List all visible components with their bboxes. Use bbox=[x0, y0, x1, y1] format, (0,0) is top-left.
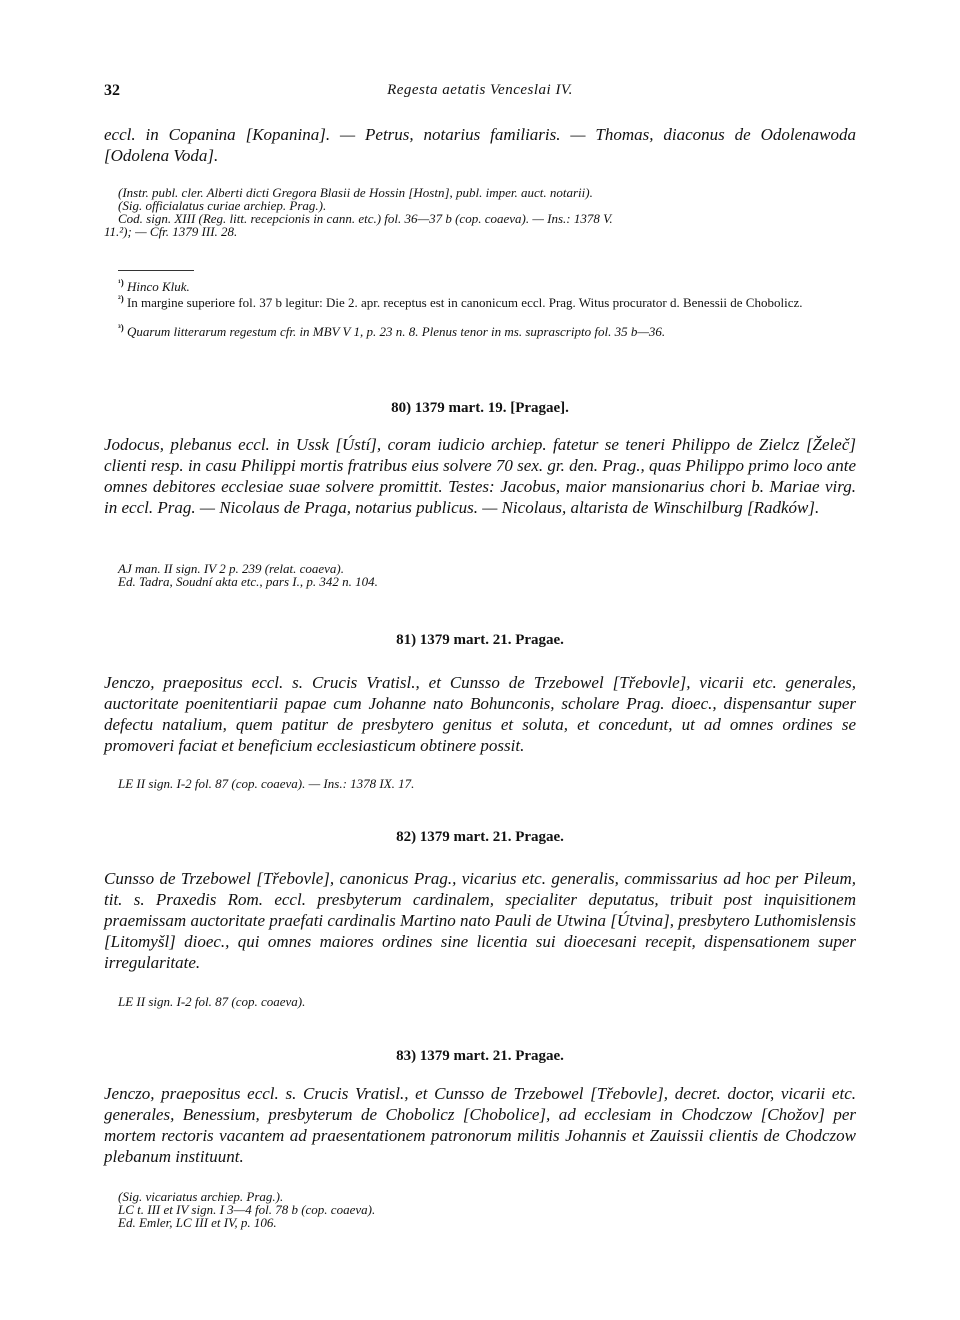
entry-81-heading: 81) 1379 mart. 21. Pragae. bbox=[396, 632, 564, 648]
running-head bbox=[104, 82, 856, 102]
footnote-mark: ³) bbox=[118, 322, 124, 333]
source-line: Cod. sign. XIII (Reg. litt. recepcionis in cann. etc.) fol. 36—37 b (cop. coaeva). — Ins.: 1378 V. bbox=[118, 211, 613, 226]
entry-80-heading: 80) 1379 mart. 19. [Pragae]. bbox=[391, 400, 569, 416]
journal-title: Regesta aetatis Venceslai IV. bbox=[387, 82, 573, 98]
entry-79-source bbox=[118, 186, 856, 225]
source-line: LC t. III et IV sign. I 3—4 fol. 78 b (cop. coaeva). bbox=[118, 1202, 376, 1217]
footnote-mark: ²) bbox=[118, 293, 124, 304]
source-line: AJ man. II sign. IV 2 p. 239 (relat. coaeva). bbox=[118, 561, 345, 576]
source-line: LE II sign. I-2 fol. 87 (cop. coaeva). bbox=[118, 994, 306, 1009]
footnote-text: In margine superiore fol. 37 b legitur: Die 2. apr. receptus est in canonicum eccl. Prag. Witus procurator d. Benessii de Chobolicz. bbox=[126, 295, 803, 310]
entry-82-source bbox=[118, 995, 856, 1008]
source-line: (Sig. vicariatus archiep. Prag.). bbox=[118, 1189, 284, 1204]
source-line: LE II sign. I-2 fol. 87 (cop. coaeva). — Ins.: 1378 IX. 17. bbox=[118, 776, 415, 791]
footnote-rule bbox=[118, 270, 194, 271]
entry-79-text: eccl. in Copanina [Kopanina]. — Petrus, notarius familiaris. — Thomas, diaconus de Odolenawoda [Odolena Voda]. bbox=[104, 125, 856, 165]
source-line: (Instr. publ. cler. Alberti dicti Gregora Blasii de Hossin [Hostn], publ. imper. auct. notarii). bbox=[118, 185, 593, 200]
entry-79-source-cont bbox=[104, 225, 856, 238]
footnote-1 bbox=[104, 277, 856, 294]
entry-83-text: Jenczo, praepositus eccl. s. Crucis Vratisl., et Cunsso de Trzebowel [Třebovle], decret. doctor, vicarii etc. generales, Benessium, presbyterum de Chobolicz [Chobolice], ad ecclesiam in Chodczow [Chožov] per mortem rectoris vacantem ad praesentationem patronorum militis Johannis et Zauissii clientis de Chodczow plebanum instituunt. bbox=[104, 1084, 856, 1166]
source-line: Ed. Emler, LC III et IV, p. 106. bbox=[118, 1215, 277, 1230]
source-line: 11.²); — Cfr. 1379 III. 28. bbox=[104, 224, 238, 239]
footnote-mark: ¹) bbox=[118, 277, 124, 288]
source-line: Ed. Tadra, Soudní akta etc., pars I., p. 342 n. 104. bbox=[118, 574, 378, 589]
entry-83-heading: 83) 1379 mart. 21. Pragae. bbox=[396, 1048, 564, 1064]
footnote-text: Quarum litterarum regestum cfr. in MBV V 1, p. 23 n. 8. Plenus tenor in ms. suprascripto fol. 35 b—36. bbox=[126, 324, 666, 339]
entry-80-text: Jodocus, plebanus eccl. in Ussk [Ústí], coram iudicio archiep. fatetur se teneri Philippo de Zielcz [Želeč] clienti resp. in casu Philippi mortis fratribus eius solvere 70 sex. gr. den. Prag., quas Philippo primo loco ante omnes debitores ecclesiae suae solvere promittit. Testes: Jacobus, maior mansionarius chori b. Mariae virg. in eccl. Prag. — Nicolaus de Praga, notarius publicus. — Nicolaus, altarista de Winschilburg [Radków]. bbox=[104, 435, 856, 517]
page-number: 32 bbox=[104, 82, 120, 99]
source-line: (Sig. officialatus curiae archiep. Prag.). bbox=[118, 198, 327, 213]
entry-83-source bbox=[118, 1190, 856, 1229]
entry-81-source bbox=[118, 777, 856, 790]
footnote-text: Hinco Kluk. bbox=[126, 279, 190, 294]
entry-81-text: Jenczo, praepositus eccl. s. Crucis Vratisl., et Cunsso de Trzebowel [Třebovle], vicarii etc. generales, auctoritate poenitentiarii papae cum Johanne nato Bohunconis, scholare Prag. dioec., dispensantur super defectu natalium, quem patitur de presbytero genitus et soluta, et concedunt, ut ad omnes ordines se promoveri faciat et beneficium ecclesiasticum obtinere possit. bbox=[104, 673, 856, 755]
entry-82-text: Cunsso de Trzebowel [Třebovle], canonicus Prag., vicarius etc. generalis, commissarius ad hoc per Pileum, tit. s. Praxedis Rom. eccl. presbyterum cardinalem, specialiter deputatus, tribuit post inquisitionem praemissam auctoritate praefati cardinalis Martino nato Pauli de Utwina [Útvina], presbytero Luthomislensis [Litomyšl] dioec., qui omnes maiores ordines sine licentia sui dioecesani recepit, dispensationem super irregularitate. bbox=[104, 869, 856, 972]
footnote-3 bbox=[104, 322, 856, 339]
entry-80-source bbox=[118, 562, 856, 588]
footnote-2 bbox=[104, 293, 856, 310]
entry-82-heading: 82) 1379 mart. 21. Pragae. bbox=[396, 829, 564, 845]
